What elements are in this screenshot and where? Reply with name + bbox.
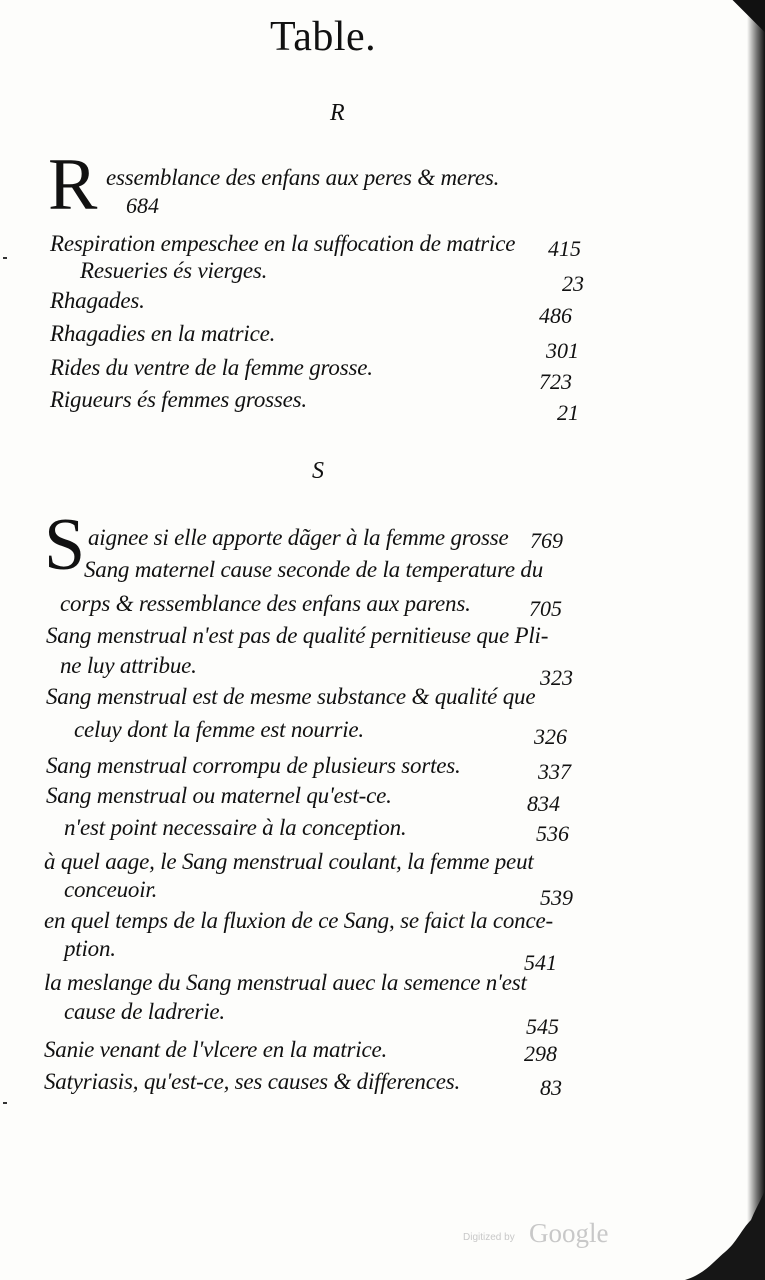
page-number: 298 [524,1041,557,1066]
page-number: 415 [548,236,581,261]
index-entry: Sang maternel cause seconde de la temperature du [84,557,544,582]
page-corner-shadow [725,0,765,40]
index-entry: Sang menstrual est de mesme substance & qualité que [46,684,536,709]
page-number: 337 [538,759,571,784]
section-heading-r: R [330,100,345,126]
page-number: 769 [530,528,563,553]
page-number: 705 [529,596,562,621]
page-number: 23 [562,271,584,296]
page-number: 541 [524,950,557,975]
page-damage-corner [685,1190,765,1280]
index-entry: Rigueurs és femmes grosses. [50,387,307,412]
section-heading-s: S [312,458,324,484]
page-number: 684 [126,193,159,218]
index-entry: à quel aage, le Sang menstrual coulant, la femme peut [44,849,534,874]
dropcap-s: S [44,504,86,586]
page-title: Table. [270,14,377,60]
index-entry: la meslange du Sang menstrual auec la semence n'est [44,970,527,995]
index-entry: essemblance des enfans aux peres & meres. [106,165,500,190]
index-entry-continuation: ption. [64,936,116,961]
page-number: 486 [539,303,572,328]
page-number: 83 [540,1075,562,1100]
page-number: 539 [540,885,573,910]
index-entry: Rhagades. [50,288,145,313]
index-entry: Sang menstrual ou maternel qu'est-ce. [46,783,392,808]
margin-mark [3,257,7,259]
page-number: 723 [539,369,572,394]
page-number: 545 [526,1014,559,1039]
page-number: 536 [536,821,569,846]
page-number: 301 [546,338,579,363]
index-entry: en quel temps de la fluxion de ce Sang, se faict la conce- [44,908,553,933]
index-entry: Rides du ventre de la femme grosse. [50,355,373,380]
index-entry: Respiration empeschee en la suffocation de matrice [50,231,516,256]
index-entry: Sang menstrual corrompu de plusieurs sortes. [46,753,461,778]
google-watermark [463,1218,623,1252]
page-number: 326 [534,724,567,749]
index-entry: aignee si elle apporte dãger à la femme grosse [88,525,509,550]
index-entry: Rhagadies en la matrice. [50,321,276,346]
page-number: 323 [540,665,573,690]
index-entry: n'est point necessaire à la conception. [64,815,407,840]
index-entry: Sanie venant de l'vlcere en la matrice. [44,1037,388,1062]
index-entry-continuation: cause de ladrerie. [64,999,225,1024]
index-entry-continuation: celuy dont la femme est nourrie. [74,717,364,742]
google-logo: Google [529,1218,609,1248]
page-edge-shadow [747,0,765,1280]
index-entry-continuation: conceuoir. [64,877,158,902]
index-entry-continuation: corps & ressemblance des enfans aux parens. [60,591,471,616]
index-entry: Resueries és vierges. [80,258,268,283]
page-number: 834 [527,791,560,816]
index-entry-continuation: ne luy attribue. [60,653,197,678]
index-entry: Satyriasis, qu'est-ce, ses causes & differences. [44,1069,461,1094]
dropcap-r: R [48,144,98,226]
index-entry: Sang menstrual n'est pas de qualité pernitieuse que Pli- [46,623,549,648]
watermark-prefix: Digitized by [463,1232,515,1243]
margin-mark [3,1102,7,1104]
page-number: 21 [557,400,579,425]
